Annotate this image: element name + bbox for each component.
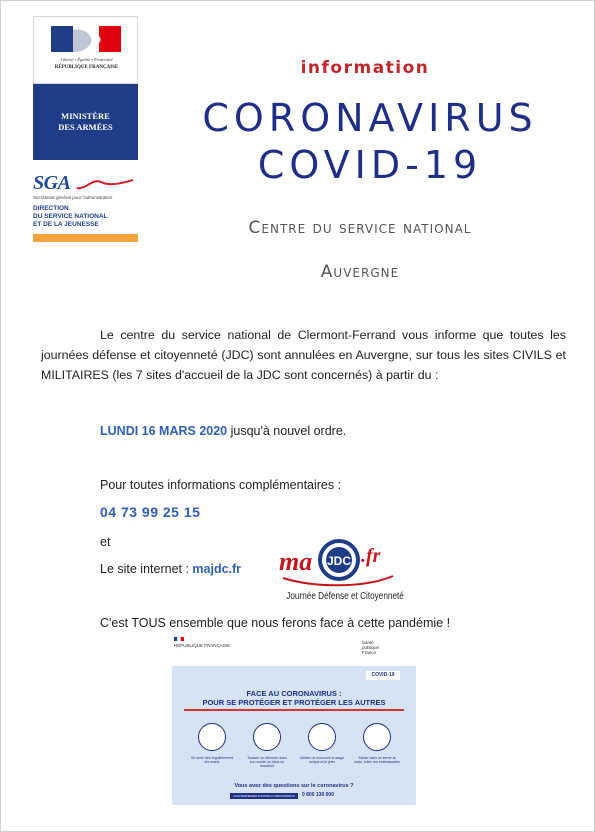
ministry-block xyxy=(33,84,138,160)
cancel-date: LUNDI 16 MARS 2020 xyxy=(100,424,228,438)
announcement-paragraph xyxy=(41,325,566,385)
ministry-line1: MINISTÈRE xyxy=(61,111,110,121)
announcement-text: Le centre du service national de Clermont-Ferrand vous informe que toutes les journées défense et citoyenneté (JDC) sont annulées en Auvergne, sur tous les sites CIVILS et MILITAIRES (les 7 sites d'accueil de la JDC sont concernés) à partir du : xyxy=(41,328,566,382)
website-label: Le site internet : xyxy=(100,562,193,576)
poster-covid-badge: COVID-19 xyxy=(366,671,400,680)
dsnj-line2: DU SERVICE NATIONAL xyxy=(33,213,108,220)
sga-subtitle: Secrétariat général pour l'administration xyxy=(33,195,113,200)
tissue-icon xyxy=(308,723,336,751)
info-label: information xyxy=(300,58,430,78)
poster-title1: FACE AU CORONAVIRUS : xyxy=(246,689,342,698)
cough-elbow-icon xyxy=(253,723,281,751)
sga-block xyxy=(33,160,138,242)
poster-gesture-labels xyxy=(172,756,416,774)
sp-line3: France xyxy=(362,650,377,655)
marianne-block xyxy=(33,16,138,84)
republic-motto: Liberté • Égalité • Fraternité xyxy=(60,57,113,62)
sga-wordmark: SGA xyxy=(33,172,71,194)
poster-sante-publique xyxy=(362,640,379,655)
ministere-des-armees-logo xyxy=(33,16,138,242)
sp-line2: publique xyxy=(362,645,380,650)
dsnj-line3: ET DE LA JEUNESSE xyxy=(33,221,99,228)
poster-rf: RÉPUBLIQUE FRANÇAISE xyxy=(174,643,231,648)
gesture-label: Tousser ou éternuer dans son coude ou dans un mouchoir xyxy=(247,756,287,768)
covid-poster xyxy=(172,637,416,805)
date-line xyxy=(100,424,346,438)
no-handshake-icon xyxy=(363,723,391,751)
dsnj-line1: DIRECTION xyxy=(33,205,69,212)
and-label: et xyxy=(100,535,111,549)
majdc-logo xyxy=(275,536,404,608)
svg-text:.fr: .fr xyxy=(361,545,381,567)
date-suffix: jusqu'à nouvel ordre. xyxy=(227,424,347,438)
republic-name: RÉPUBLIQUE FRANÇAISE xyxy=(54,65,119,70)
poster-info-bar-text: GOUVERNEMENT.FR/INFO-CORONAVIRUS xyxy=(233,794,295,798)
poster-flag-icon xyxy=(174,637,184,641)
more-info-label: Pour toutes informations complémentaires : xyxy=(100,478,342,492)
closing-sentence: C'est TOUS ensemble que nous ferons face à cette pandémie ! xyxy=(100,616,451,630)
gesture-label: Se laver très régulièrement les mains xyxy=(190,756,234,764)
website-link[interactable]: majdc.fr xyxy=(192,562,242,576)
poster-divider xyxy=(184,709,404,711)
wash-hands-icon xyxy=(198,723,226,751)
title-coronavirus: CORONAVIRUS xyxy=(202,96,538,140)
svg-text:JDC: JDC xyxy=(326,554,352,568)
marianne-icon xyxy=(51,26,121,52)
poster-info-bar xyxy=(230,793,298,799)
region-name: Auvergne xyxy=(320,262,400,282)
majdc-logo-graphic xyxy=(275,536,400,591)
majdc-subtitle: Journée Défense et Citoyenneté xyxy=(286,591,404,602)
sga-orange-band xyxy=(33,234,138,242)
website-line xyxy=(100,562,241,576)
title-covid: COVID-19 xyxy=(257,143,483,187)
gesture-label: Saluer sans se serrer la main, éviter les embrassades xyxy=(354,756,400,764)
poster-gesture-icons xyxy=(190,723,400,753)
ministry-line2: DES ARMÉES xyxy=(58,122,113,132)
phone-number: 04 73 99 25 15 xyxy=(100,504,201,520)
poster-phone: 0 800 130 000 xyxy=(302,792,334,798)
dsnj-name xyxy=(33,205,108,229)
poster-question: Vous avez des questions sur le coronavirus ? xyxy=(234,783,354,789)
ministry-name xyxy=(33,111,138,133)
gesture-label: Utiliser un mouchoir à usage unique et le jeter xyxy=(299,756,345,764)
centre-name: Centre du service national xyxy=(248,218,472,238)
sga-swoosh-icon xyxy=(75,176,135,192)
sp-line1: Santé xyxy=(362,640,374,645)
poster-title2: POUR SE PROTÉGER ET PROTÉGER LES AUTRES xyxy=(202,698,386,707)
svg-text:ma: ma xyxy=(279,547,313,576)
